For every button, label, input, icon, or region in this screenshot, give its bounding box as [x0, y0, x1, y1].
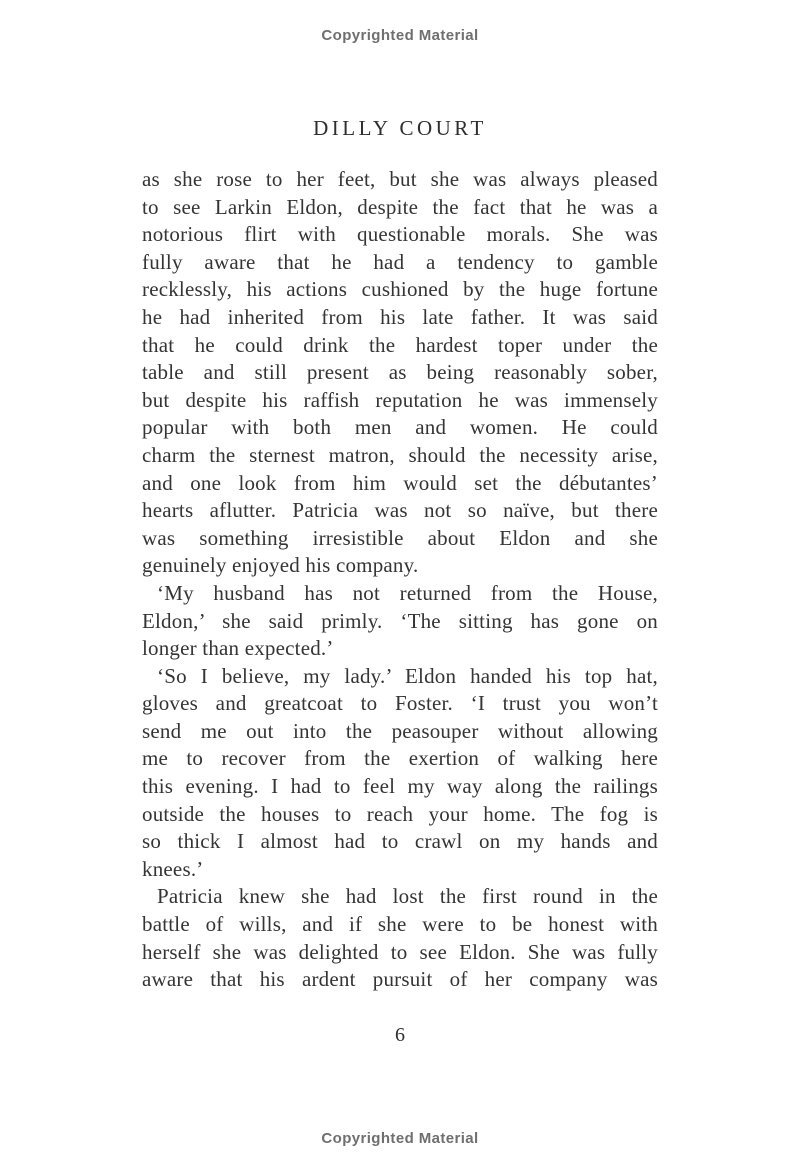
- body-line: genuinely enjoyed his company.: [142, 553, 419, 578]
- body-line: herself she was delighted to see Eldon. She was fully: [142, 939, 658, 964]
- body-line: hearts aflutter. Patricia was not so naïve, but there: [142, 498, 658, 523]
- body-line: battle of wills, and if she were to be honest with: [142, 912, 658, 937]
- body-line: me to recover from the exertion of walking here: [142, 746, 658, 771]
- page-number: 6: [395, 1024, 405, 1046]
- body-line: recklessly, his actions cushioned by the huge fortune: [142, 277, 658, 302]
- body-line: that he could drink the hardest toper under the: [142, 332, 658, 357]
- body-line: but despite his raffish reputation he was immensely: [142, 387, 658, 412]
- body-line: table and still present as being reasonably sober,: [142, 360, 658, 385]
- bottom-copyright-notice: Copyrighted Material: [321, 1130, 479, 1147]
- body-line: knees.’: [142, 856, 204, 881]
- body-line: and one look from him would set the débutantes’: [142, 470, 658, 495]
- body-line: as she rose to her feet, but she was always pleased: [142, 167, 658, 191]
- body-line: longer than expected.’: [142, 636, 334, 661]
- body-line: Patricia knew she had lost the first round in the: [157, 884, 658, 909]
- body-line: outside the houses to reach your home. The fog is: [142, 801, 658, 826]
- body-line: he had inherited from his late father. It was said: [142, 304, 658, 329]
- running-header-author: DILLY COURT: [313, 116, 487, 140]
- body-line: ‘So I believe, my lady.’ Eldon handed his top hat,: [157, 663, 658, 688]
- body-line: gloves and greatcoat to Foster. ‘I trust you won’t: [142, 691, 658, 716]
- body-line: ‘My husband has not returned from the House,: [157, 580, 658, 605]
- body-line: to see Larkin Eldon, despite the fact that he was a: [142, 194, 658, 219]
- top-copyright-notice: Copyrighted Material: [321, 27, 479, 44]
- body-line: popular with both men and women. He could: [142, 415, 658, 440]
- body-line: notorious flirt with questionable morals. She was: [142, 222, 658, 247]
- body-line: fully aware that he had a tendency to gamble: [142, 249, 658, 274]
- body-line: this evening. I had to feel my way along the railings: [142, 774, 658, 799]
- body-text: [142, 166, 658, 994]
- body-line: charm the sternest matron, should the necessity arise,: [142, 442, 658, 467]
- body-line: so thick I almost had to crawl on my hands and: [142, 829, 658, 854]
- body-line: send me out into the peasouper without allowing: [142, 718, 658, 743]
- body-line: aware that his ardent pursuit of her company was: [142, 967, 658, 992]
- body-line: Eldon,’ she said primly. ‘The sitting has gone on: [142, 608, 658, 633]
- body-line: was something irresistible about Eldon and she: [142, 525, 658, 550]
